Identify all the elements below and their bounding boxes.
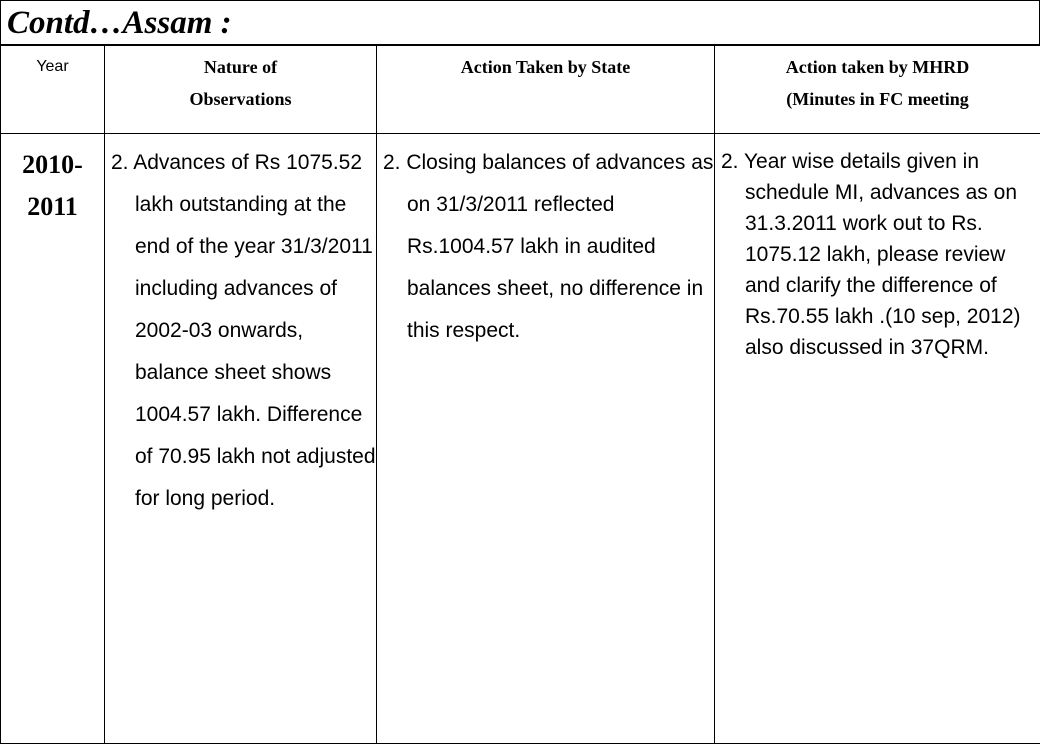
state-action-cell	[377, 134, 715, 744]
year-line2: 2011	[1, 186, 104, 228]
header-state-text: Action Taken by State	[377, 45, 714, 83]
year-line1: 2010-	[1, 144, 104, 186]
header-year-text: Year	[1, 45, 104, 83]
year-cell	[1, 134, 105, 744]
table-row	[1, 134, 1040, 744]
header-row	[1, 45, 1040, 134]
header-nature	[105, 45, 377, 134]
header-mhrd-line2: (Minutes in FC meeting	[715, 83, 1040, 115]
header-state	[377, 45, 715, 134]
header-year	[1, 45, 105, 134]
header-nature-line2: Observations	[105, 83, 376, 115]
state-action-text: 2. Closing balances of advances as on 31/3/2011 reflected Rs.1004.57 lakh in audited balances sheet, no difference in this respect.	[377, 134, 714, 352]
header-nature-line1: Nature of	[105, 51, 376, 83]
mhrd-action-text: 2. Year wise details given in schedule MI, advances as on 31.3.2011 work out to Rs. 1075.12 lakh, please review and clarify the difference of Rs.70.55 lakh .(10 sep, 2012) also discussed in 37QRM.	[715, 134, 1040, 363]
header-mhrd-line1: Action taken by MHRD	[715, 51, 1040, 83]
observations-table	[0, 44, 1040, 744]
mhrd-action-cell	[715, 134, 1040, 744]
observation-cell	[105, 134, 377, 744]
slide-title: Contd…Assam :	[7, 3, 232, 43]
title-bar	[0, 0, 1040, 46]
observation-text: 2. Advances of Rs 1075.52 lakh outstanding at the end of the year 31/3/2011 including advances of 2002-03 onwards, balance sheet shows 1004.57 lakh. Difference of 70.95 lakh not adjusted for long period.	[105, 134, 376, 520]
header-mhrd	[715, 45, 1040, 134]
